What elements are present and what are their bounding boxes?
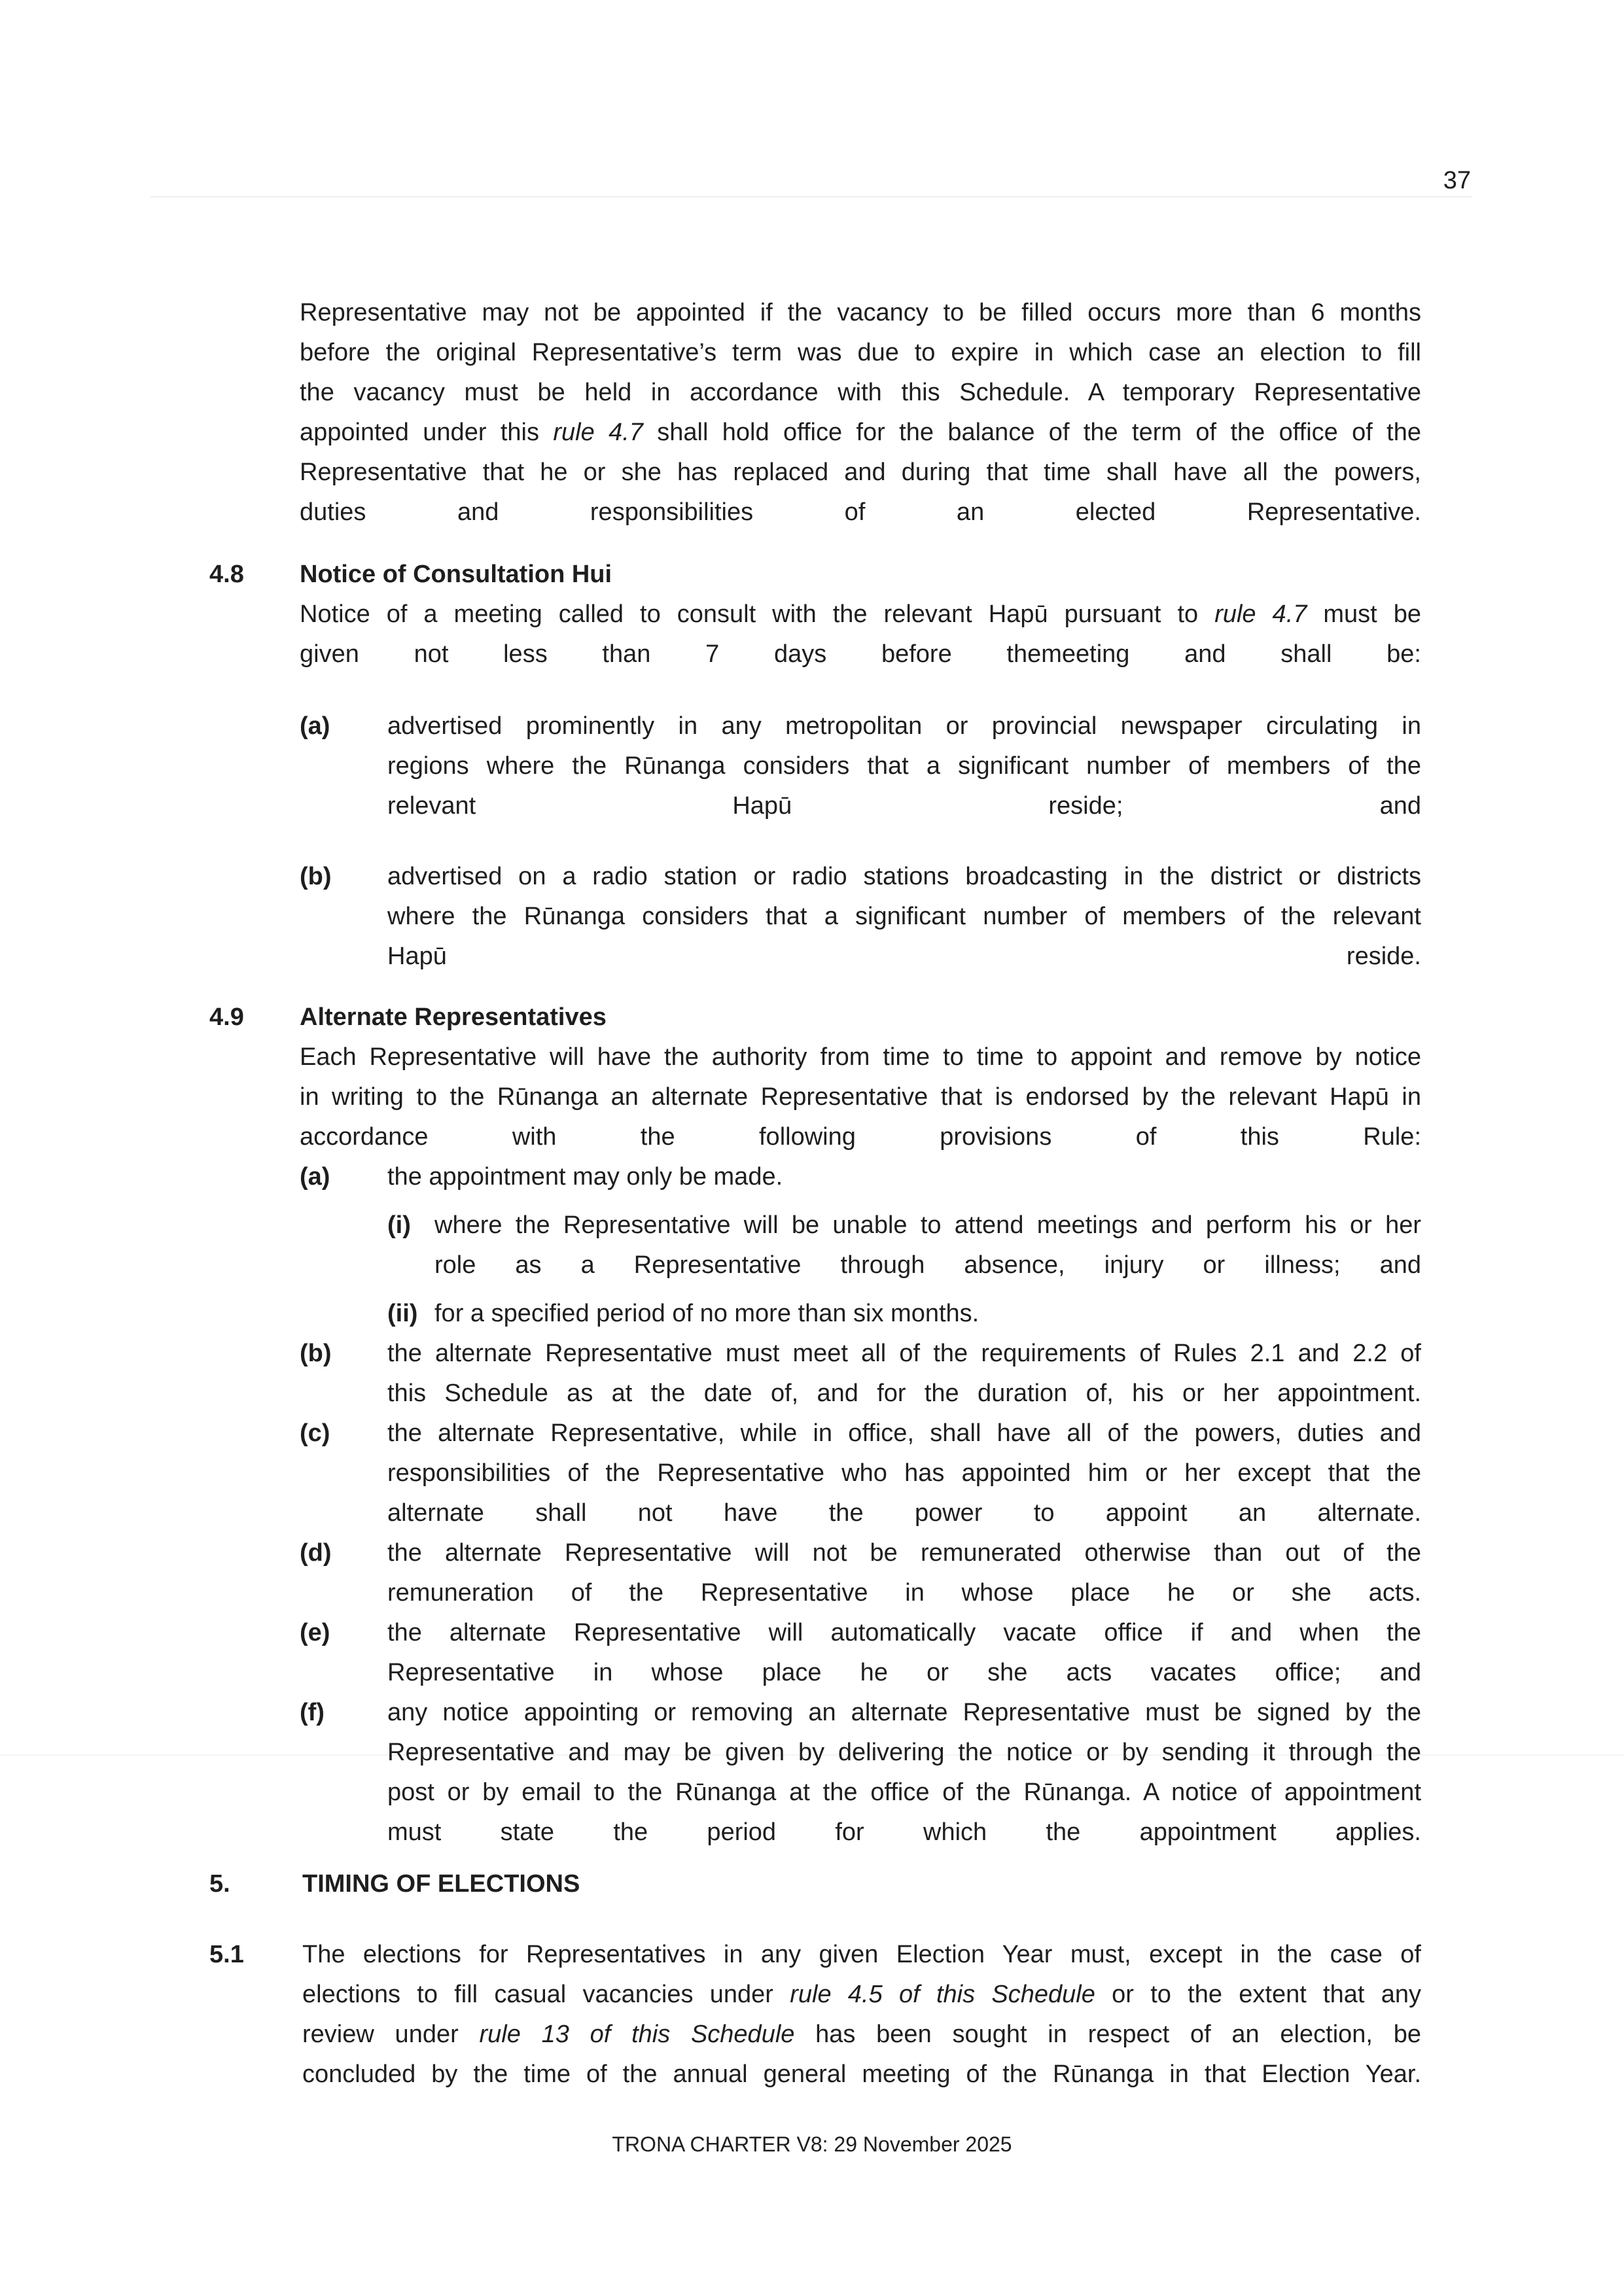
text-run: responsibilities of the Representative who has appointed him or her except that the	[387, 1459, 1421, 1487]
subitem-label-4-9-a-ii: (ii)	[387, 1300, 418, 1327]
text-run: shall hold office for the balance of the term of the office of the	[643, 419, 1421, 446]
clause-4-8-paragraph	[300, 595, 1421, 674]
text-line	[387, 1773, 1421, 1813]
text-line	[387, 1693, 1421, 1733]
text-run: Representative and may be given by delivering the notice or by sending it through the	[387, 1739, 1421, 1766]
rule-reference: rule 4.5 of this Schedule	[790, 1981, 1095, 2008]
item-4-9-c	[387, 1414, 1421, 1533]
text-line	[302, 2015, 1421, 2055]
rule-reference: rule 13 of this Schedule	[479, 2021, 795, 2048]
text-line	[387, 1493, 1421, 1533]
text-run: where the Representative will be unable to attend meetings and perform his or her	[434, 1211, 1421, 1239]
section-number-5: 5.	[209, 1870, 230, 1898]
text-run: must state the period for which the appointment applies.	[387, 1818, 1421, 1846]
text-run: where the Rūnanga considers that a significant number of members of the relevant	[387, 903, 1421, 930]
item-4-8-b	[387, 857, 1421, 977]
item-label-4-9-b: (b)	[300, 1340, 332, 1367]
text-line	[300, 293, 1421, 333]
text-run: Each Representative will have the authority from time to time to appoint and remove by notice	[300, 1043, 1421, 1071]
item-label-4-9-d: (d)	[300, 1539, 332, 1567]
text-run: for a specified period of no more than six months.	[434, 1300, 980, 1327]
item-4-9-e	[387, 1613, 1421, 1693]
text-run: concluded by the time of the annual general meeting of the Rūnanga in that Election Year.	[302, 2061, 1421, 2088]
subitem-4-9-a-i	[434, 1206, 1421, 1285]
document-footer: TRONA CHARTER V8: 29 November 2025	[612, 2132, 1012, 2156]
text-run: The elections for Representatives in any given Election Year must, except in the case of	[302, 1941, 1421, 1968]
item-label-4-9-c: (c)	[300, 1419, 330, 1447]
clause-heading-4-9: Alternate Representatives	[300, 1003, 607, 1031]
item-label-4-9-f: (f)	[300, 1699, 325, 1726]
clause-number-5-1: 5.1	[209, 1941, 244, 1968]
text-line	[300, 635, 1421, 674]
text-line	[387, 1533, 1421, 1573]
rule-reference: rule 4.7	[553, 419, 643, 446]
carryover-paragraph	[300, 293, 1421, 532]
text-line	[387, 1653, 1421, 1693]
text-line	[300, 1117, 1421, 1157]
text-line	[300, 1037, 1421, 1077]
text-run: must be	[1307, 600, 1422, 628]
clause-heading-4-8: Notice of Consultation Hui	[300, 561, 612, 588]
text-run: review under	[302, 2021, 480, 2048]
text-line	[387, 1613, 1421, 1653]
clause-5-1-paragraph	[302, 1935, 1421, 2095]
text-run: the alternate Representative will automatically vacate office if and when the	[387, 1619, 1421, 1646]
text-line	[300, 453, 1421, 493]
text-run: the alternate Representative must meet all of the requirements of Rules 2.1 and 2.2 of	[387, 1340, 1421, 1367]
text-line	[434, 1206, 1421, 1245]
item-4-8-a	[387, 706, 1421, 826]
rule-reference: rule 4.7	[1214, 600, 1307, 628]
text-line	[387, 1374, 1421, 1414]
text-run: elections to fill casual vacancies under	[302, 1981, 790, 2008]
text-run: Hapū reside.	[387, 943, 1421, 970]
subitem-label-4-9-a-i: (i)	[387, 1211, 411, 1239]
text-run: advertised on a radio station or radio stations broadcasting in the district or districts	[387, 863, 1421, 890]
text-run: before the original Representative’s term was due to expire in which case an election to fill	[300, 339, 1421, 366]
text-run: has been sought in respect of an election, be	[794, 2021, 1421, 2048]
text-run: regions where the Rūnanga considers that a significant number of members of the	[387, 752, 1421, 780]
text-line	[300, 1077, 1421, 1117]
text-run: in writing to the Rūnanga an alternate Representative that is endorsed by the relevant Hapū in	[300, 1083, 1421, 1111]
text-line	[300, 493, 1421, 532]
item-label-4-9-a: (a)	[300, 1163, 330, 1191]
text-line	[387, 1414, 1421, 1453]
text-run: Representative in whose place he or she acts vacates office; and	[387, 1659, 1421, 1686]
text-line	[302, 2055, 1421, 2095]
text-run: advertised prominently in any metropolitan or provincial newspaper circulating in	[387, 712, 1421, 740]
text-run: the alternate Representative will not be remunerated otherwise than out of the	[387, 1539, 1421, 1567]
item-label-4-8-b: (b)	[300, 863, 332, 890]
text-line	[387, 1733, 1421, 1773]
text-run: post or by email to the Rūnanga at the office of the Rūnanga. A notice of appointment	[387, 1779, 1421, 1806]
text-line	[387, 1334, 1421, 1374]
subitem-4-9-a-ii	[434, 1294, 1421, 1334]
text-line	[387, 1453, 1421, 1493]
text-run: the vacancy must be held in accordance with this Schedule. A temporary Representative	[300, 379, 1421, 406]
text-line	[387, 937, 1421, 977]
item-label-4-8-a: (a)	[300, 712, 330, 740]
text-line	[387, 746, 1421, 786]
text-run: alternate shall not have the power to appoint an alternate.	[387, 1499, 1421, 1527]
text-run: this Schedule as at the date of, and for the duration of, his or her appointment.	[387, 1380, 1421, 1407]
item-4-9-d	[387, 1533, 1421, 1613]
text-run: remuneration of the Representative in whose place he or she acts.	[387, 1579, 1421, 1607]
section-heading-5: TIMING OF ELECTIONS	[302, 1870, 580, 1898]
text-line	[387, 897, 1421, 937]
text-line	[387, 706, 1421, 746]
text-line	[387, 1573, 1421, 1613]
text-run: Representative that he or she has replaced and during that time shall have all the powers,	[300, 459, 1421, 486]
clause-number-4-9: 4.9	[209, 1003, 244, 1031]
text-run: role as a Representative through absence, injury or illness; and	[434, 1251, 1421, 1279]
text-run: the appointment may only be made.	[387, 1163, 783, 1191]
item-4-9-f	[387, 1693, 1421, 1852]
header-rule	[150, 196, 1472, 198]
text-run: relevant Hapū reside; and	[387, 792, 1421, 820]
text-line	[387, 1157, 1421, 1197]
clause-4-9-paragraph	[300, 1037, 1421, 1157]
text-run: appointed under this	[300, 419, 554, 446]
item-label-4-9-e: (e)	[300, 1619, 330, 1646]
text-run: given not less than 7 days before themeeting and shall be:	[300, 640, 1421, 668]
text-line	[434, 1294, 1421, 1334]
text-line	[387, 1813, 1421, 1852]
text-run: Notice of a meeting called to consult with the relevant Hapū pursuant to	[300, 600, 1215, 628]
text-line	[387, 786, 1421, 826]
text-run: Representative may not be appointed if the vacancy to be filled occurs more than 6 months	[300, 299, 1421, 326]
text-line	[300, 413, 1421, 453]
text-run: any notice appointing or removing an alternate Representative must be signed by the	[387, 1699, 1421, 1726]
text-line	[434, 1245, 1421, 1285]
text-line	[302, 1935, 1421, 1975]
text-line	[300, 595, 1421, 635]
item-4-9-a	[387, 1157, 1421, 1197]
text-run: accordance with the following provisions of this Rule:	[300, 1123, 1421, 1151]
clause-number-4-8: 4.8	[209, 561, 244, 588]
text-run: the alternate Representative, while in office, shall have all of the powers, duties and	[387, 1419, 1421, 1447]
text-line	[387, 857, 1421, 897]
item-4-9-b	[387, 1334, 1421, 1414]
text-run: or to the extent that any	[1095, 1981, 1421, 2008]
text-line	[302, 1975, 1421, 2015]
text-line	[300, 333, 1421, 373]
page-number: 37	[1443, 167, 1471, 194]
text-run: duties and responsibilities of an elected Representative.	[300, 498, 1421, 526]
text-line	[300, 373, 1421, 413]
